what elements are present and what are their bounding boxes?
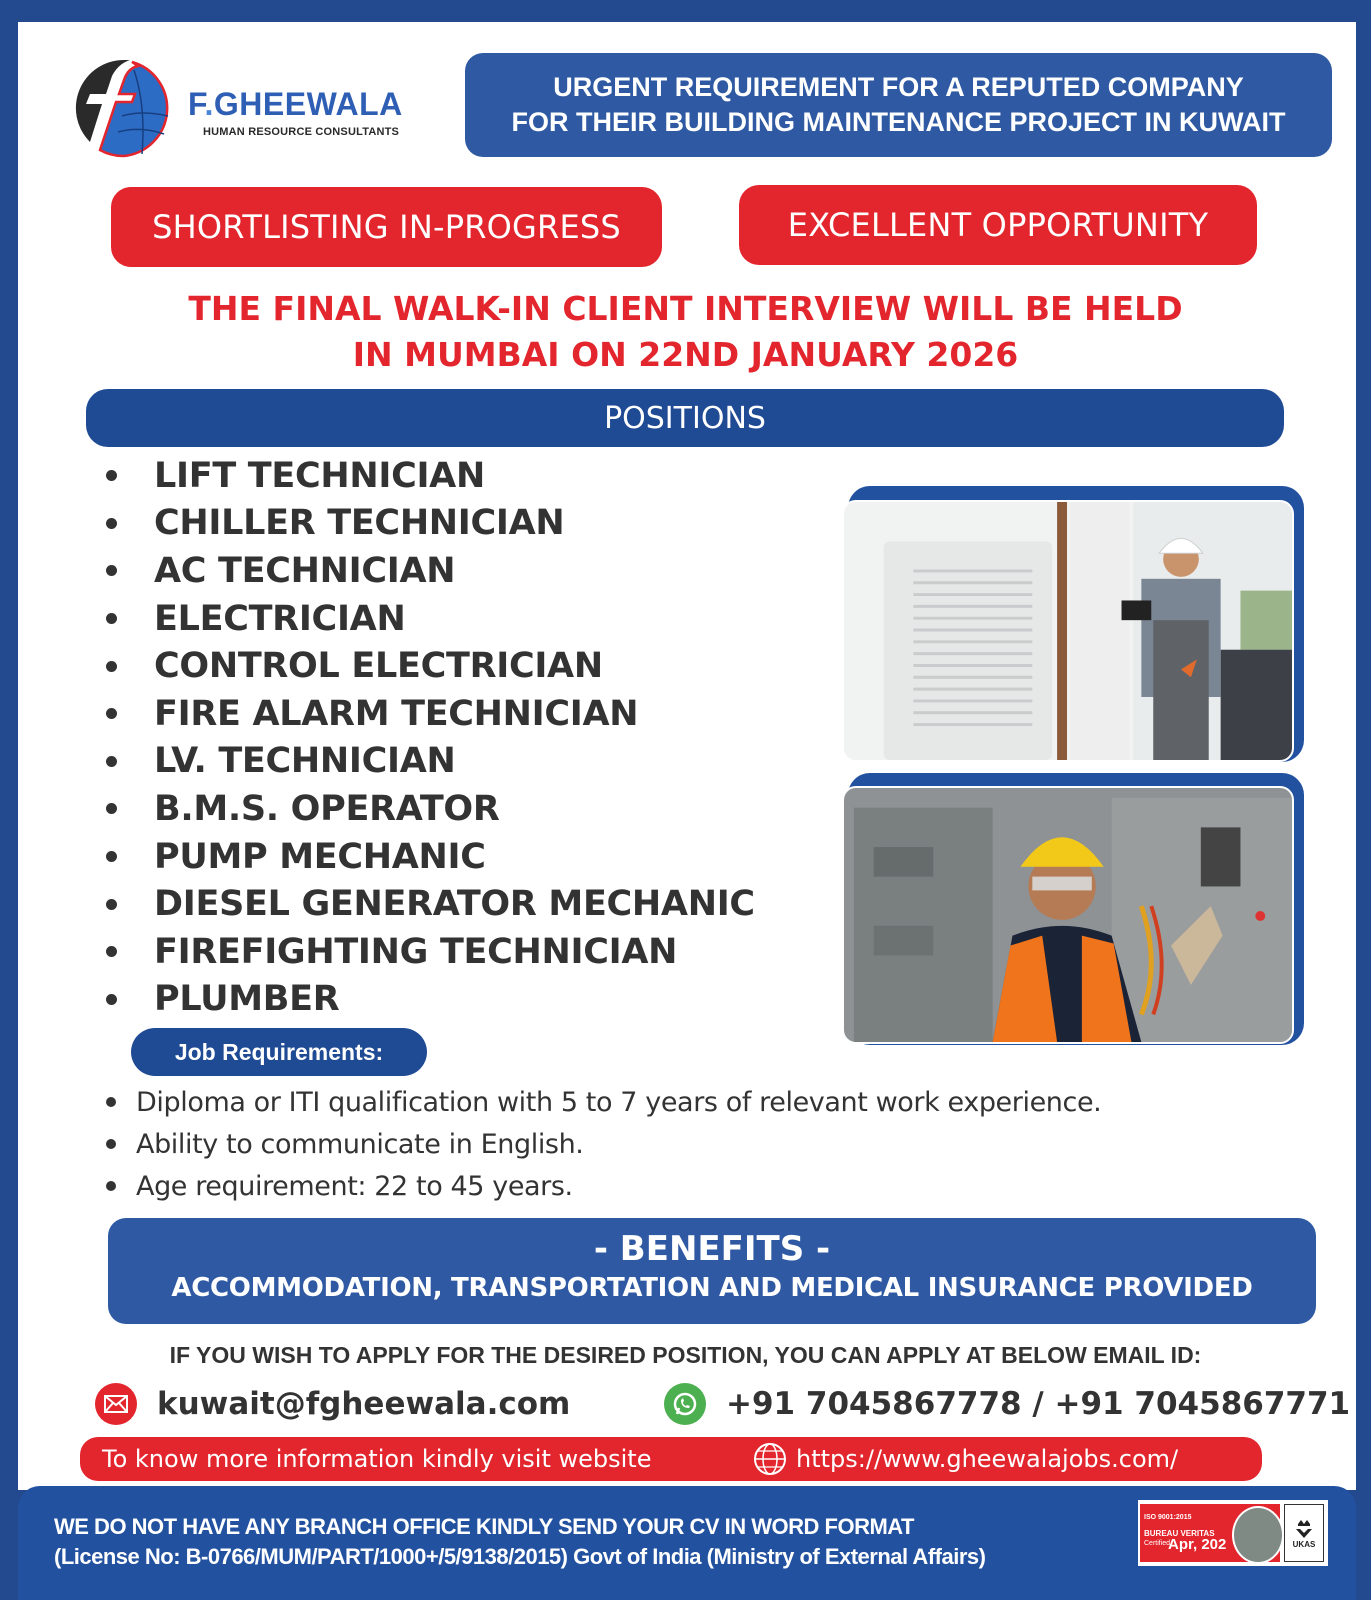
bullet-icon xyxy=(106,756,117,767)
email-address-link[interactable]: kuwait@fgheewala.com xyxy=(157,1386,571,1422)
bullet-icon xyxy=(106,708,117,719)
urgent-requirement-banner xyxy=(465,53,1332,157)
position-item: FIREFIGHTING TECHNICIAN xyxy=(106,928,755,976)
footer-bar xyxy=(18,1486,1356,1600)
apply-instruction: IF YOU WISH TO APPLY FOR THE DESIRED POSITION, YOU CAN APPLY AT BELOW EMAIL ID: xyxy=(169,1342,1202,1368)
position-item: DIESEL GENERATOR MECHANIC xyxy=(106,880,755,928)
globe-f-logo-icon xyxy=(72,56,176,160)
whatsapp-icon xyxy=(664,1383,706,1425)
benefits-banner xyxy=(108,1218,1316,1324)
crown-check-icon xyxy=(1293,1518,1315,1540)
ukas-logo: UKAS xyxy=(1284,1504,1324,1562)
position-item: LV. TECHNICIAN xyxy=(106,738,755,786)
certification-badge xyxy=(1138,1500,1328,1566)
requirement-item: Ability to communicate in English. xyxy=(106,1123,1101,1165)
logo-tagline: HUMAN RESOURCE CONSULTANTS xyxy=(203,126,400,138)
bullet-icon xyxy=(106,613,117,624)
bullet-icon xyxy=(106,518,117,529)
position-item: B.M.S. OPERATOR xyxy=(106,785,755,833)
bullet-icon xyxy=(106,946,117,957)
interview-line-1: THE FINAL WALK-IN CLIENT INTERVIEW WILL BE HELD xyxy=(188,289,1183,328)
bullet-icon xyxy=(106,661,117,672)
job-requirements-header: Job Requirements: xyxy=(131,1028,427,1076)
phone-contact[interactable] xyxy=(664,1380,1350,1428)
email-contact[interactable] xyxy=(95,1380,570,1428)
requirement-item: Diploma or ITI qualification with 5 to 7 years of relevant work experience. xyxy=(106,1081,1101,1123)
bullet-icon xyxy=(106,470,117,481)
ac-technician-photo xyxy=(842,500,1294,762)
company-logo xyxy=(72,56,417,160)
website-link[interactable]: https://www.gheewalajobs.com/ xyxy=(796,1445,1179,1473)
position-item: FIRE ALARM TECHNICIAN xyxy=(106,690,755,738)
interview-announcement xyxy=(0,286,1371,378)
position-item: PUMP MECHANIC xyxy=(106,833,755,881)
position-item: LIFT TECHNICIAN xyxy=(106,452,755,500)
positions-list xyxy=(106,452,755,1023)
position-item: CONTROL ELECTRICIAN xyxy=(106,642,755,690)
bullet-icon xyxy=(106,803,117,814)
requirement-item: Age requirement: 22 to 45 years. xyxy=(106,1165,1101,1207)
interview-line-2: IN MUMBAI ON 22ND JANUARY 2026 xyxy=(352,335,1019,374)
position-item: AC TECHNICIAN xyxy=(106,547,755,595)
bullet-icon xyxy=(106,851,117,862)
position-item: ELECTRICIAN xyxy=(106,595,755,643)
globe-icon xyxy=(752,1441,788,1477)
bureau-veritas-cert: ISO 9001:2015 BUREAU VERITAS Certified Apr, 202 xyxy=(1140,1504,1280,1562)
shortlisting-badge: SHORTLISTING IN-PROGRESS xyxy=(111,187,662,267)
footer-notice: WE DO NOT HAVE ANY BRANCH OFFICE KINDLY SEND YOUR CV IN WORD FORMAT xyxy=(54,1514,914,1539)
bullet-icon xyxy=(106,1139,116,1149)
website-banner xyxy=(80,1437,1262,1481)
benefits-text: ACCOMMODATION, TRANSPORTATION AND MEDICAL INSURANCE PROVIDED xyxy=(171,1273,1253,1303)
bullet-icon xyxy=(106,1181,116,1191)
footer-license: (License No: B-0766/MUM/PART/1000+/5/9138/2015) Govt of India (Ministry of External Affairs) xyxy=(54,1544,986,1569)
position-item: CHILLER TECHNICIAN xyxy=(106,500,755,548)
position-item: PLUMBER xyxy=(106,976,755,1024)
electrician-photo xyxy=(842,786,1294,1044)
website-label: To know more information kindly visit website xyxy=(102,1445,652,1473)
urgent-line-2: FOR THEIR BUILDING MAINTENANCE PROJECT IN KUWAIT xyxy=(511,107,1286,137)
mail-icon xyxy=(95,1383,137,1425)
positions-header: POSITIONS xyxy=(86,389,1284,447)
bullet-icon xyxy=(106,899,117,910)
opportunity-badge: EXCELLENT OPPORTUNITY xyxy=(739,185,1257,265)
bullet-icon xyxy=(106,565,117,576)
logo-wordmark: F.GHEEWALA xyxy=(188,86,403,122)
benefits-title: - BENEFITS - xyxy=(593,1229,831,1269)
urgent-line-1: URGENT REQUIREMENT FOR A REPUTED COMPANY xyxy=(553,72,1244,102)
bullet-icon xyxy=(106,994,117,1005)
requirements-list xyxy=(106,1081,1101,1207)
phone-numbers[interactable]: +91 7045867778 / +91 7045867771 xyxy=(726,1386,1351,1422)
bureau-veritas-seal-icon xyxy=(1232,1506,1284,1564)
bullet-icon xyxy=(106,1097,116,1107)
